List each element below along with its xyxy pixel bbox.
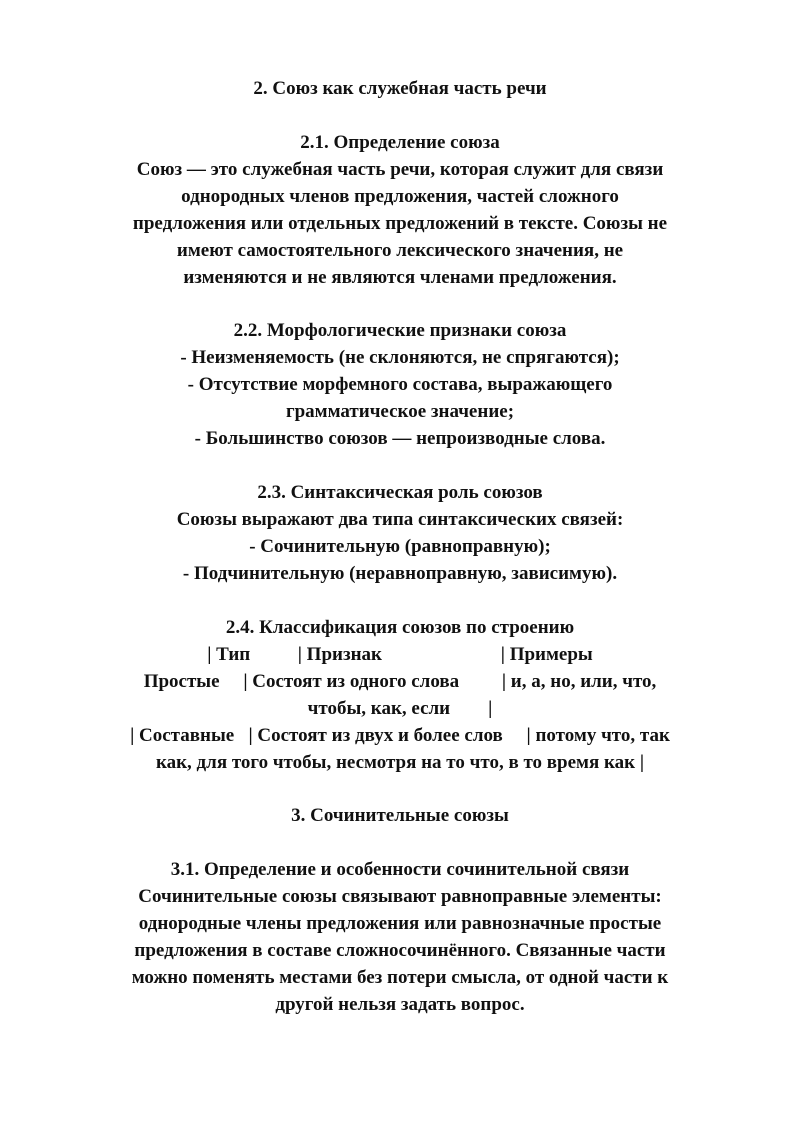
table-line: | Тип | Признак | Примеры	[207, 644, 593, 665]
paragraph-line: можно поменять местами без потери смысла, от одной части к	[131, 967, 669, 988]
paragraph-line: Союз — это служебная часть речи, которая служит для связи	[136, 159, 664, 180]
paragraph-line: другой нельзя задать вопрос.	[275, 994, 525, 1015]
list-item: - Отсутствие морфемного состава, выражающего	[187, 374, 613, 395]
table-line: чтобы, как, если |	[307, 698, 493, 719]
paragraph-line: однородные члены предложения или равнозначные простые	[138, 913, 662, 934]
paragraph-line: предложения или отдельных предложений в тексте. Союзы не	[132, 213, 668, 234]
list-item: грамматическое значение;	[285, 401, 515, 422]
list-item: - Подчинительную (неравноправную, зависимую).	[182, 563, 618, 584]
paragraph-line: предложения в составе сложносочинённого. Связанные части	[134, 940, 666, 961]
paragraph-line: Сочинительные союзы связывают равноправные элементы:	[138, 886, 662, 907]
list-item: - Большинство союзов — непроизводные слова.	[194, 428, 606, 449]
subsection-2-4-heading: 2.4. Классификация союзов по строению	[225, 617, 575, 638]
subsection-2-2-heading: 2.2. Морфологические признаки союза	[233, 320, 567, 341]
list-item: - Сочинительную (равноправную);	[249, 536, 551, 557]
list-item: - Неизменяемость (не склоняются, не спрягаются);	[180, 347, 620, 368]
table-line: Простые | Состоят из одного слова | и, а, но, или, что,	[143, 671, 657, 692]
paragraph-line: имеют самостоятельного лексического значения, не	[176, 240, 624, 261]
subsection-3-1-heading: 3.1. Определение и особенности сочинительной связи	[170, 859, 630, 880]
subsection-2-1-heading: 2.1. Определение союза	[300, 132, 500, 153]
paragraph-line: Союзы выражают два типа синтаксических связей:	[176, 509, 624, 530]
section-2-title: 2. Союз как служебная часть речи	[253, 78, 547, 99]
paragraph-line: однородных членов предложения, частей сложного	[181, 186, 619, 207]
paragraph-line: изменяются и не являются членами предложения.	[183, 267, 617, 288]
section-3-title: 3. Сочинительные союзы	[291, 805, 509, 826]
table-line: | Составные | Состоят из двух и более слов | потому что, так	[130, 725, 670, 746]
table-line: как, для того чтобы, несмотря на то что, в то время как |	[155, 752, 645, 773]
subsection-2-3-heading: 2.3. Синтаксическая роль союзов	[257, 482, 543, 503]
